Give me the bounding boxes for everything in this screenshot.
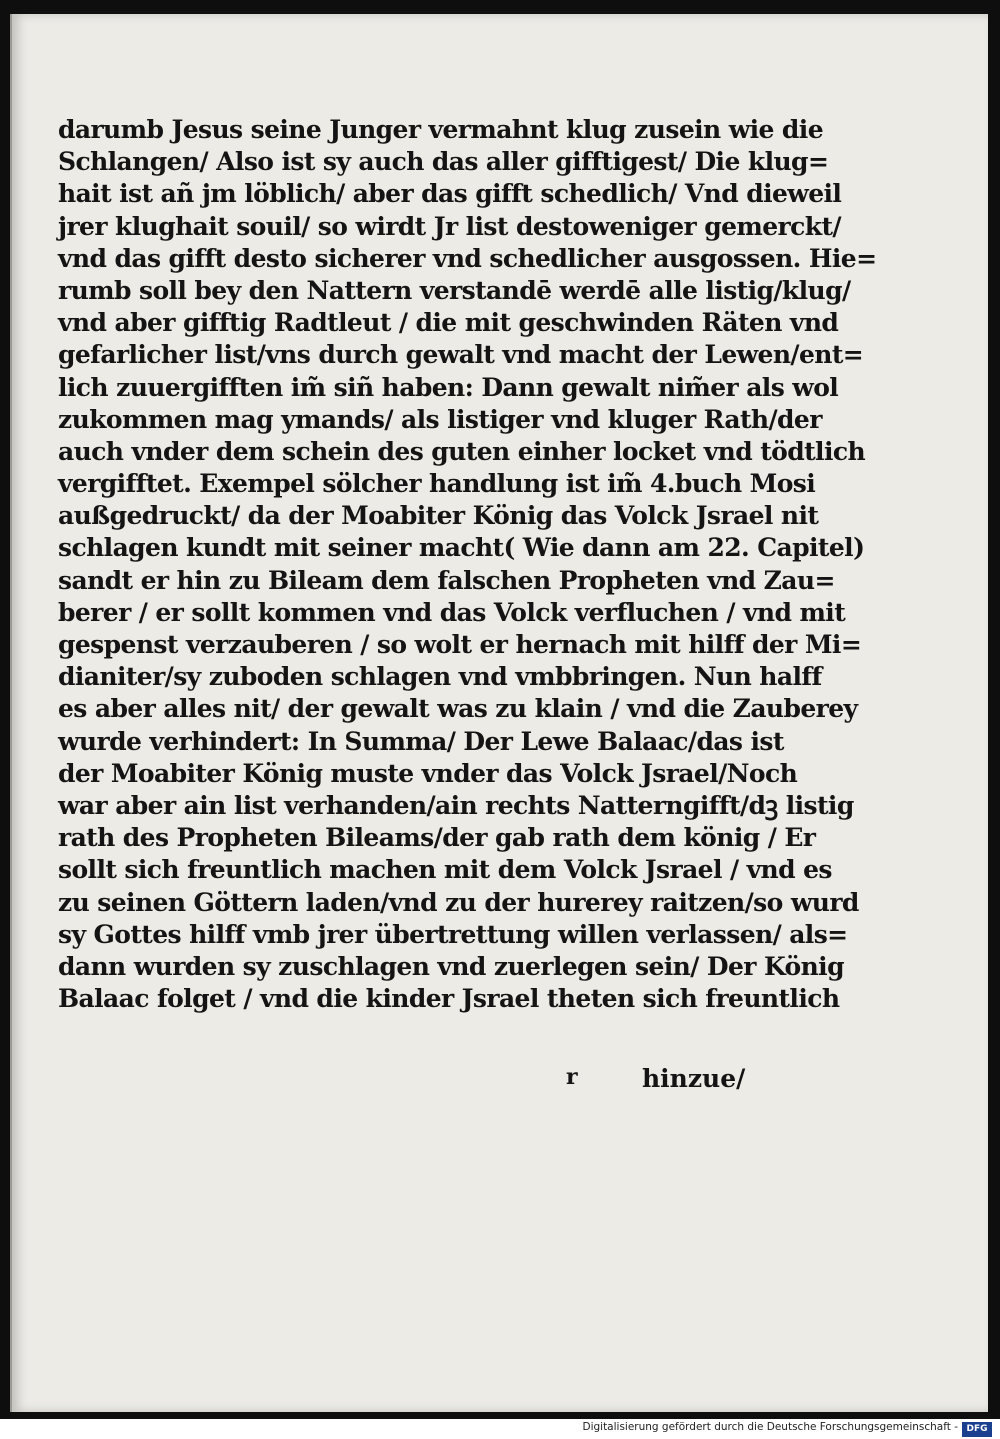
page-text [58,114,877,1015]
text-line: Schlangen/ Also ist sy auch das aller gifftigest/ Die klug= [58,147,829,177]
text-line: außgedruckt/ da der Moabiter König das Volck Jsrael nit [58,501,819,531]
text-line: zu seinen Göttern laden/vnd zu der hurerey raitzen/so wurd [58,887,859,917]
text-line: gefarlicher list/vns durch gewalt vnd macht der Lewen/ent= [58,340,864,370]
text-line: vnd das gifft desto sicherer vnd schedlicher ausgossen. Hie= [58,243,877,273]
text-line: jrer klughait souil/ so wirdt Jr list destoweniger gemerckt/ [58,211,841,241]
text-line: der Moabiter König muste vnder das Volck Jsrael/Noch [58,758,798,788]
text-line: auch vnder dem schein des guten einher locket vnd tödtlich [58,436,866,466]
text-line: sollt sich freuntlich machen mit dem Volck Jsrael / vnd es [58,855,832,885]
text-line: sandt er hin zu Bileam dem falschen Propheten vnd Zau= [58,565,835,595]
text-line: berer / er sollt kommen vnd das Volck verfluchen / vnd mit [58,597,846,627]
text-line: Balaac folget / vnd die kinder Jsrael theten sich freuntlich [58,984,840,1014]
text-line: zukommen mag ymands/ als listiger vnd kluger Rath/der [58,404,822,434]
book-page [10,14,988,1412]
text-line: dann wurden sy zuschlagen vnd zuerlegen sein/ Der König [58,951,844,981]
dfg-logo-icon: DFG [962,1422,992,1437]
text-line: dianiter/sy zuboden schlagen vnd vmbbringen. Nun halff [58,662,822,692]
text-line: sy Gottes hilff vmb jrer übertrettung willen verlassen/ als= [58,919,848,949]
text-line: es aber alles nit/ der gewalt was zu klain / vnd die Zauberey [58,694,858,724]
text-line: rumb soll bey den Nattern verstandē werdē alle listig/klug/ [58,275,851,305]
text-line: vergifftet. Exempel sölcher handlung ist im̃ 4.buch Mosi [58,469,816,499]
footer [0,1419,1000,1439]
text-line: lich zuuergifften im̃ siñ haben: Dann gewalt nim̃er als wol [58,372,839,402]
text-line: hait ist añ jm löblich/ aber das gifft schedlich/ Vnd dieweil [58,179,842,209]
funding-notice: Digitalisierung gefördert durch die Deutsche Forschungsgemeinschaft - [582,1421,958,1433]
text-line: vnd aber gifftig Radtleut / die mit geschwinden Räten vnd [58,308,839,338]
text-line: rath des Propheten Bileams/der gab rath dem könig / Er [58,823,816,853]
catchword: hinzue/ [642,1064,746,1093]
text-line: war aber ain list verhanden/ain rechts Natterngifft/dꝫ listig [58,790,854,820]
text-line: schlagen kundt mit seiner macht( Wie dann am 22. Capitel) [58,533,865,563]
text-line: gespenst verzauberen / so wolt er hernach mit hilff der Mi= [58,630,862,659]
signature-mark: r [566,1064,578,1090]
text-line: darumb Jesus seine Junger vermahnt klug zusein wie die [58,115,824,144]
text-line: wurde verhindert: In Summa/ Der Lewe Balaac/das ist [58,726,784,756]
signature-row [12,1064,988,1104]
